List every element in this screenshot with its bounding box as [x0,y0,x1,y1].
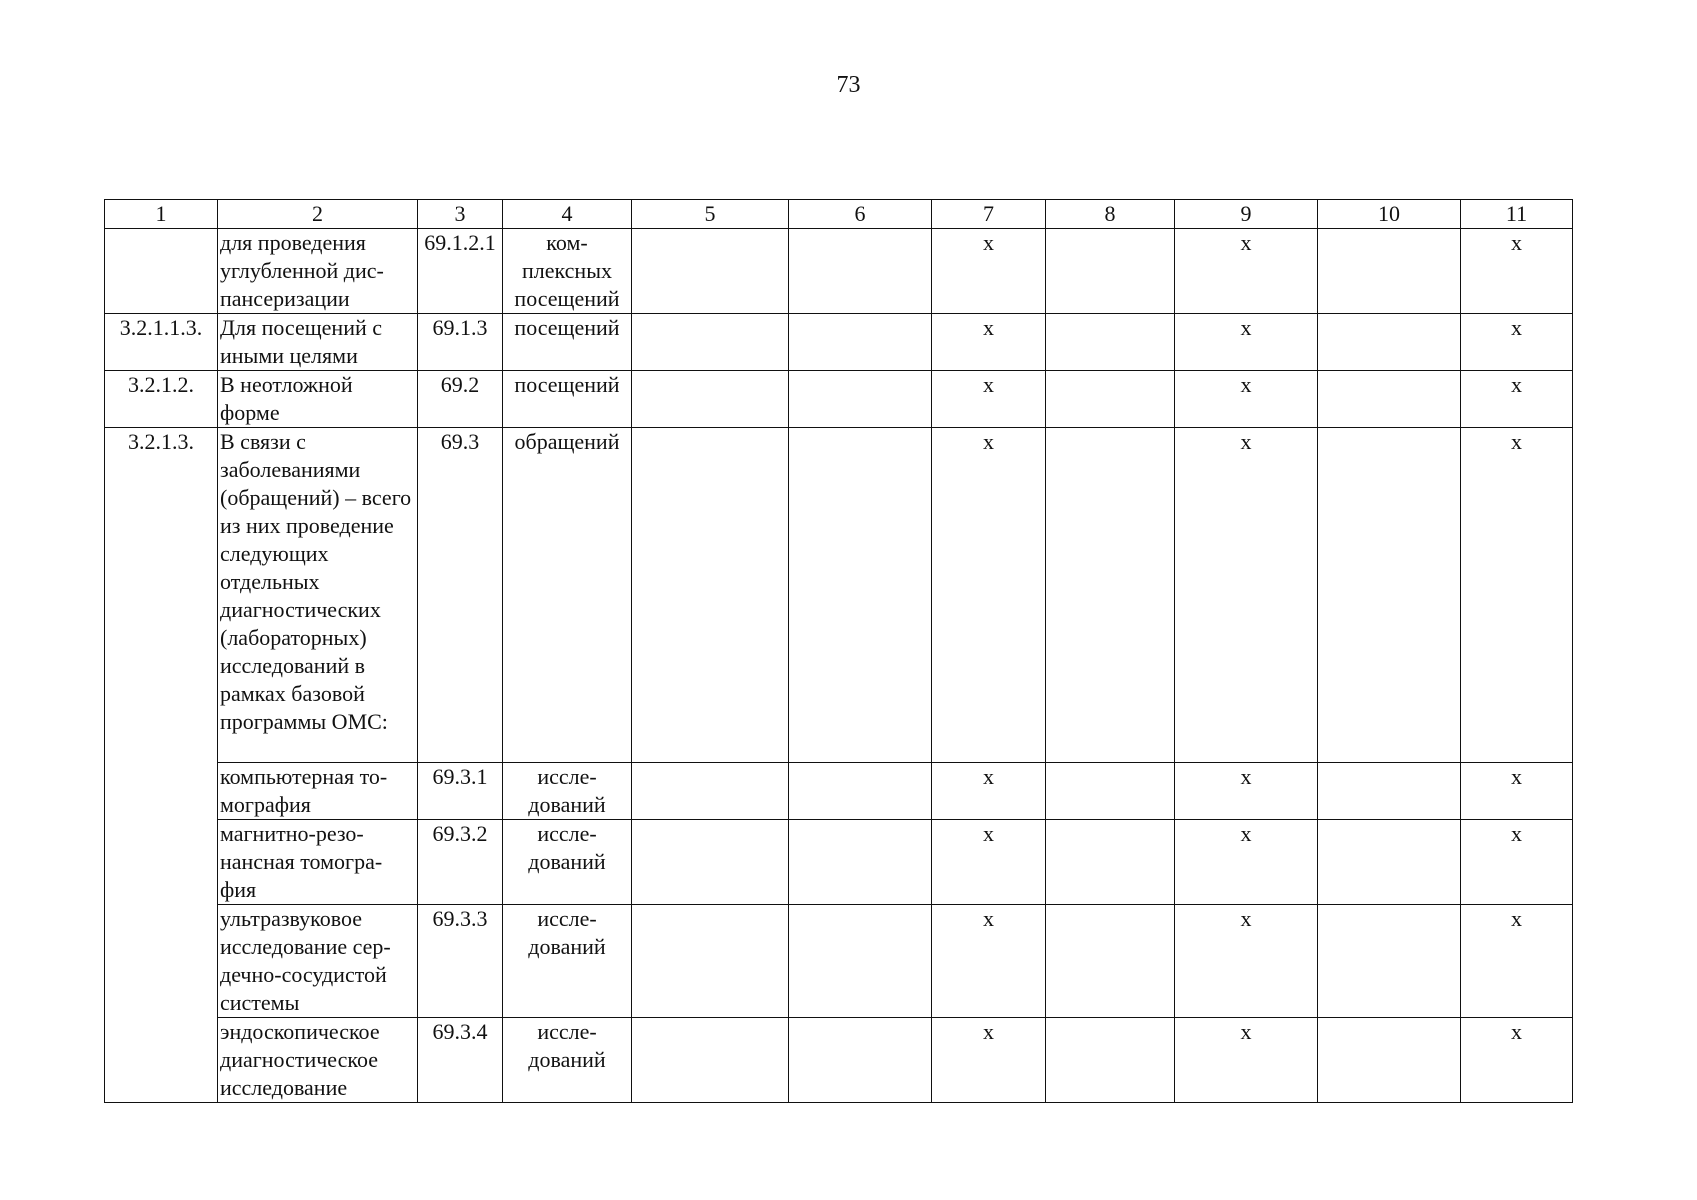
table-row [105,371,1573,428]
cell-mark: x [1461,428,1573,763]
row-name: В связи с заболеваниями (обращений) – всего из них проведение следующих отдельных диагностических (лабораторных) исследований в рамках базовой программы ОМС: [218,428,418,763]
cell-empty [789,905,932,1018]
column-header: 5 [632,200,789,229]
cell-empty [1046,763,1175,820]
cell-empty [632,905,789,1018]
cell-empty [789,1018,932,1103]
cell-mark: x [1175,1018,1318,1103]
row-name: компьютерная то- мография [218,763,418,820]
cell-mark: x [1461,763,1573,820]
cell-empty [632,371,789,428]
row-name: ультразвуковое исследование сер- дечно-сосудистой системы [218,905,418,1018]
row-name: эндоскопическое диагностическое исследование [218,1018,418,1103]
row-code: 69.3.1 [418,763,503,820]
row-code: 69.3.2 [418,820,503,905]
cell-empty [1046,314,1175,371]
cell-mark: x [1175,820,1318,905]
row-code: 69.1.3 [418,314,503,371]
row-code: 69.3 [418,428,503,763]
column-header: 11 [1461,200,1573,229]
table-row [105,763,1573,820]
cell-empty [1046,371,1175,428]
cell-mark: x [932,314,1046,371]
column-header: 2 [218,200,418,229]
cell-mark: x [932,820,1046,905]
cell-empty [1046,229,1175,314]
cell-empty [1318,371,1461,428]
cell-empty [1046,905,1175,1018]
row-unit: посещений [503,314,632,371]
row-number: 3.2.1.1.3. [105,314,218,371]
row-unit: ком- плексных посещений [503,229,632,314]
row-unit: иссле- дований [503,905,632,1018]
cell-empty [1318,763,1461,820]
cell-empty [632,229,789,314]
cell-mark: x [1175,428,1318,763]
column-header: 8 [1046,200,1175,229]
row-unit: иссле- дований [503,820,632,905]
row-unit: обращений [503,428,632,763]
row-code: 69.3.3 [418,905,503,1018]
cell-empty [789,428,932,763]
column-header: 6 [789,200,932,229]
column-header: 3 [418,200,503,229]
cell-mark: x [1461,905,1573,1018]
row-code: 69.3.4 [418,1018,503,1103]
cell-mark: x [932,1018,1046,1103]
row-unit: иссле- дований [503,1018,632,1103]
cell-mark: x [1175,905,1318,1018]
cell-mark: x [932,371,1046,428]
row-name: магнитно-резо- нансная томогра- фия [218,820,418,905]
cell-empty [1046,820,1175,905]
cell-mark: x [1175,371,1318,428]
cell-empty [789,371,932,428]
cell-empty [1046,1018,1175,1103]
cell-empty [632,763,789,820]
cell-empty [1318,428,1461,763]
cell-mark: x [1461,1018,1573,1103]
cell-empty [789,763,932,820]
row-name: Для посещений с иными целями [218,314,418,371]
cell-mark: x [1461,314,1573,371]
cell-empty [1046,428,1175,763]
cell-mark: x [1461,229,1573,314]
cell-mark: x [1175,763,1318,820]
column-header: 10 [1318,200,1461,229]
cell-mark: x [932,905,1046,1018]
cell-mark: x [932,428,1046,763]
cell-empty [1318,229,1461,314]
column-header: 1 [105,200,218,229]
row-number [105,229,218,314]
cell-empty [789,820,932,905]
row-code: 69.2 [418,371,503,428]
column-number-row [105,200,1573,229]
cell-mark: x [1461,371,1573,428]
column-header: 9 [1175,200,1318,229]
row-name: для проведения углубленной дис- пансеризации [218,229,418,314]
row-number: 3.2.1.2. [105,371,218,428]
row-code: 69.1.2.1 [418,229,503,314]
data-table [104,199,1573,1103]
cell-empty [632,820,789,905]
table-row [105,820,1573,905]
column-header: 4 [503,200,632,229]
row-number: 3.2.1.3. [105,428,218,1103]
cell-mark: x [1175,229,1318,314]
table-row [105,229,1573,314]
cell-empty [632,314,789,371]
column-header: 7 [932,200,1046,229]
table-row [105,905,1573,1018]
cell-empty [1318,1018,1461,1103]
cell-empty [789,229,932,314]
cell-empty [632,1018,789,1103]
cell-mark: x [1175,314,1318,371]
cell-empty [1318,905,1461,1018]
cell-empty [1318,820,1461,905]
cell-empty [1318,314,1461,371]
row-name: В неотложной форме [218,371,418,428]
table-row [105,1018,1573,1103]
cell-empty [789,314,932,371]
cell-empty [632,428,789,763]
row-unit: посещений [503,371,632,428]
page-number: 73 [836,72,861,98]
cell-mark: x [1461,820,1573,905]
cell-mark: x [932,229,1046,314]
row-unit: иссле- дований [503,763,632,820]
cell-mark: x [932,763,1046,820]
table-row [105,428,1573,763]
table-row [105,314,1573,371]
